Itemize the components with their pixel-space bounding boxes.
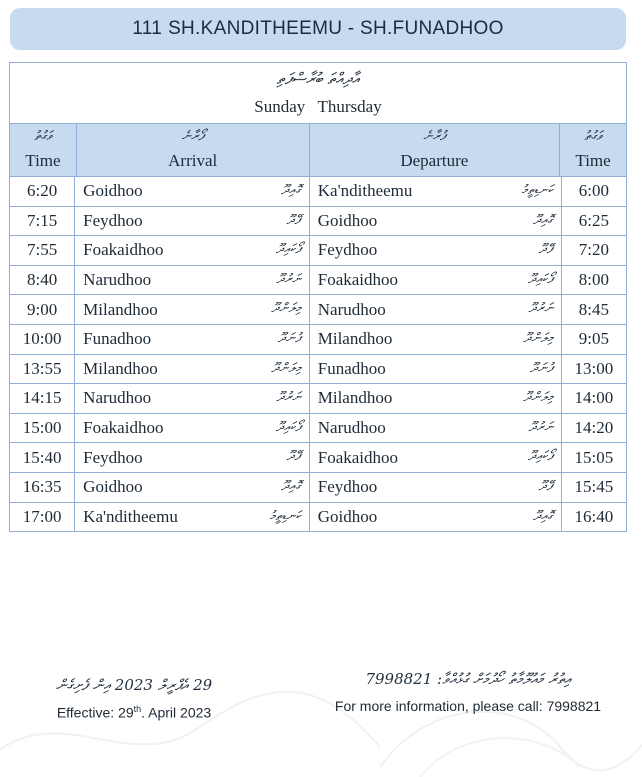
departure-island-name: Feydhoo [317, 240, 378, 260]
arrival-time: 15:00 [10, 414, 75, 443]
route-title-bar [10, 8, 626, 50]
departure-island-dhivehi: ގޮއިދޫ [533, 508, 553, 524]
arrival-island-name: Narudhoo [83, 388, 152, 408]
departure-island [310, 473, 562, 502]
departure-island-dhivehi: ކަނޑިތީމު [521, 183, 553, 198]
arrival-time: 14:15 [10, 384, 75, 413]
arrival-island-dhivehi: މިލަންދޫ [271, 360, 301, 376]
header-time-dhivehi: ވަގުތު [34, 129, 52, 144]
arrival-island [75, 414, 310, 443]
departure-island-name: Milandhoo [317, 329, 393, 349]
arrival-island [75, 384, 310, 413]
departure-island-dhivehi: ގޮއިދޫ [533, 212, 553, 228]
contact-info-block [318, 670, 618, 714]
arrival-island-name: Goidhoo [83, 477, 143, 497]
effective-date-dhivehi: 29 އެޕްރީލް 2023 އިން ފެށިގެން [55, 676, 213, 694]
departure-time: 8:45 [578, 299, 610, 319]
day-thursday: Thursday [317, 97, 382, 116]
arrival-island-dhivehi: މިލަންދޫ [271, 301, 301, 317]
arrival-time: 13:55 [10, 355, 75, 384]
arrival-island-dhivehi: ފޯކައިދޫ [275, 419, 301, 435]
service-days-dhivehi: އާދިއްތަ ބުރާސްފަތި [276, 69, 360, 88]
arrival-island [75, 473, 310, 502]
departure-island-name: Funadhoo [317, 358, 386, 378]
departure-time: 14:20 [574, 418, 614, 438]
arrival-time: 9:00 [10, 295, 75, 324]
arrival-time: 16:35 [10, 473, 75, 502]
table-row [10, 414, 626, 444]
effective-day: 29 [118, 704, 134, 721]
table-row [10, 177, 626, 207]
departure-island-dhivehi: މިލަންދޫ [523, 390, 553, 406]
departure-island-dhivehi: ފޭދޫ [538, 478, 553, 494]
departure-island-name: Feydhoo [317, 477, 378, 497]
arrival-time: 7:55 [10, 236, 75, 265]
departure-island [310, 325, 562, 354]
departure-island [310, 177, 562, 206]
table-row [10, 207, 626, 237]
departure-island [310, 295, 562, 324]
table-row [10, 355, 626, 385]
table-row [10, 503, 626, 532]
contact-info-english: For more information, please call: 7998821 [334, 698, 602, 714]
arrival-island-name: Foakaidhoo [83, 240, 164, 260]
arrival-island-name: Ka'nditheemu [83, 506, 178, 526]
arrival-island [75, 207, 310, 236]
departure-time: 16:40 [574, 506, 614, 526]
arrival-island-name: Feydhoo [83, 447, 143, 467]
table-row [10, 266, 626, 296]
arrival-island-name: Goidhoo [83, 181, 143, 201]
arrival-island [75, 266, 310, 295]
header-arrival-time [10, 124, 77, 176]
arrival-island-dhivehi: ފޯކައިދޫ [275, 242, 301, 258]
service-days-english [10, 97, 626, 117]
effective-label: Effective: [56, 704, 115, 721]
table-body [10, 177, 626, 531]
table-row [10, 443, 626, 473]
header-departure-time [560, 124, 626, 176]
arrival-time: 15:40 [10, 443, 75, 472]
arrival-island [75, 295, 310, 324]
header-departure-english: Departure [400, 151, 469, 170]
arrival-island-name: Milandhoo [83, 299, 158, 319]
departure-island [310, 266, 562, 295]
arrival-island-name: Feydhoo [83, 210, 143, 230]
departure-time: 7:20 [578, 240, 610, 260]
departure-time: 6:00 [578, 181, 610, 201]
arrival-time: 7:15 [10, 207, 75, 236]
departure-island-name: Milandhoo [317, 388, 393, 408]
arrival-time: 10:00 [10, 325, 75, 354]
departure-island [310, 414, 562, 443]
departure-island-dhivehi: ފޭދޫ [538, 242, 553, 258]
arrival-island-dhivehi: ނަރުދޫ [276, 390, 301, 406]
departure-island-name: Ka'nditheemu [317, 181, 413, 201]
departure-island-name: Goidhoo [317, 210, 378, 230]
arrival-time: 17:00 [10, 503, 75, 532]
departure-island [310, 236, 562, 265]
table-row [10, 473, 626, 503]
table-row [10, 384, 626, 414]
arrival-island [75, 325, 310, 354]
effective-date-block [44, 676, 224, 721]
arrival-island-name: Narudhoo [83, 270, 152, 290]
departure-time: 9:05 [578, 329, 610, 349]
table-row [10, 236, 626, 266]
header-arrival-english: Arrival [168, 151, 218, 170]
departure-island [310, 384, 562, 413]
departure-island-name: Narudhoo [317, 418, 386, 438]
departure-time: 6:25 [578, 210, 610, 230]
header-arrival-dhivehi: ފޯރާނެ [181, 129, 204, 144]
departure-time: 15:45 [574, 477, 614, 497]
arrival-island [75, 443, 310, 472]
departure-time: 8:00 [578, 270, 610, 290]
header-departure-dhivehi: ފުރާނެ [423, 129, 446, 144]
departure-island-name: Foakaidhoo [317, 270, 399, 290]
departure-island-dhivehi: ނަރުދޫ [528, 419, 553, 435]
arrival-island [75, 503, 310, 532]
departure-island [310, 355, 562, 384]
arrival-island-name: Milandhoo [83, 358, 158, 378]
header-departure [310, 124, 561, 176]
header-time-dhivehi: ވަގުތު [584, 129, 602, 144]
arrival-island-dhivehi: ފޭދޫ [286, 449, 301, 465]
effective-date [44, 704, 224, 721]
header-arrival [77, 124, 310, 176]
service-days [10, 63, 626, 124]
arrival-island-dhivehi: ފޭދޫ [286, 212, 301, 228]
departure-island-name: Narudhoo [317, 299, 386, 319]
arrival-time: 8:40 [10, 266, 75, 295]
departure-island-dhivehi: ނަރުދޫ [528, 301, 553, 317]
day-sunday: Sunday [254, 97, 306, 116]
departure-island [310, 443, 562, 472]
arrival-island-dhivehi: ގޮއިދޫ [281, 478, 301, 494]
route-name: SH.KANDITHEEMU - SH.FUNADHOO [168, 18, 504, 39]
departure-island-dhivehi: ފޯކައިދޫ [527, 271, 553, 287]
departure-time: 14:00 [574, 388, 614, 408]
header-time-english: Time [25, 151, 61, 170]
arrival-island [75, 177, 310, 206]
departure-island-name: Goidhoo [317, 506, 378, 526]
route-number: 111 [132, 18, 163, 39]
timetable [9, 62, 627, 532]
arrival-island-name: Funadhoo [83, 329, 152, 349]
arrival-time: 6:20 [10, 177, 75, 206]
effective-day-suffix: th [133, 704, 142, 714]
arrival-island-dhivehi: ނަރުދޫ [276, 271, 301, 287]
arrival-island [75, 236, 310, 265]
departure-time: 15:05 [574, 447, 614, 467]
table-row [10, 295, 626, 325]
header-time-english: Time [575, 151, 611, 170]
table-row [10, 325, 626, 355]
departure-time: 13:00 [574, 358, 614, 378]
arrival-island [75, 355, 310, 384]
departure-island-name: Foakaidhoo [317, 447, 399, 467]
departure-island [310, 503, 562, 532]
table-header [10, 124, 626, 177]
departure-island-dhivehi: މިލަންދޫ [523, 330, 553, 346]
arrival-island-dhivehi: ކަނޑިތީމު [269, 508, 301, 524]
arrival-island-name: Foakaidhoo [83, 418, 164, 438]
effective-month-year: . April 2023 [141, 704, 212, 721]
arrival-island-dhivehi: ފުނަދޫ [277, 330, 301, 346]
arrival-island-dhivehi: ގޮއިދޫ [281, 183, 301, 198]
departure-island [310, 207, 562, 236]
departure-island-dhivehi: ފޯކައިދޫ [527, 449, 553, 465]
departure-island-dhivehi: ފުނަދޫ [529, 360, 553, 376]
contact-info-dhivehi: އިތުރު މައުލޫމާތު ހޯދުމަށް ގުޅުއްވާ: 7998821 [365, 670, 571, 688]
